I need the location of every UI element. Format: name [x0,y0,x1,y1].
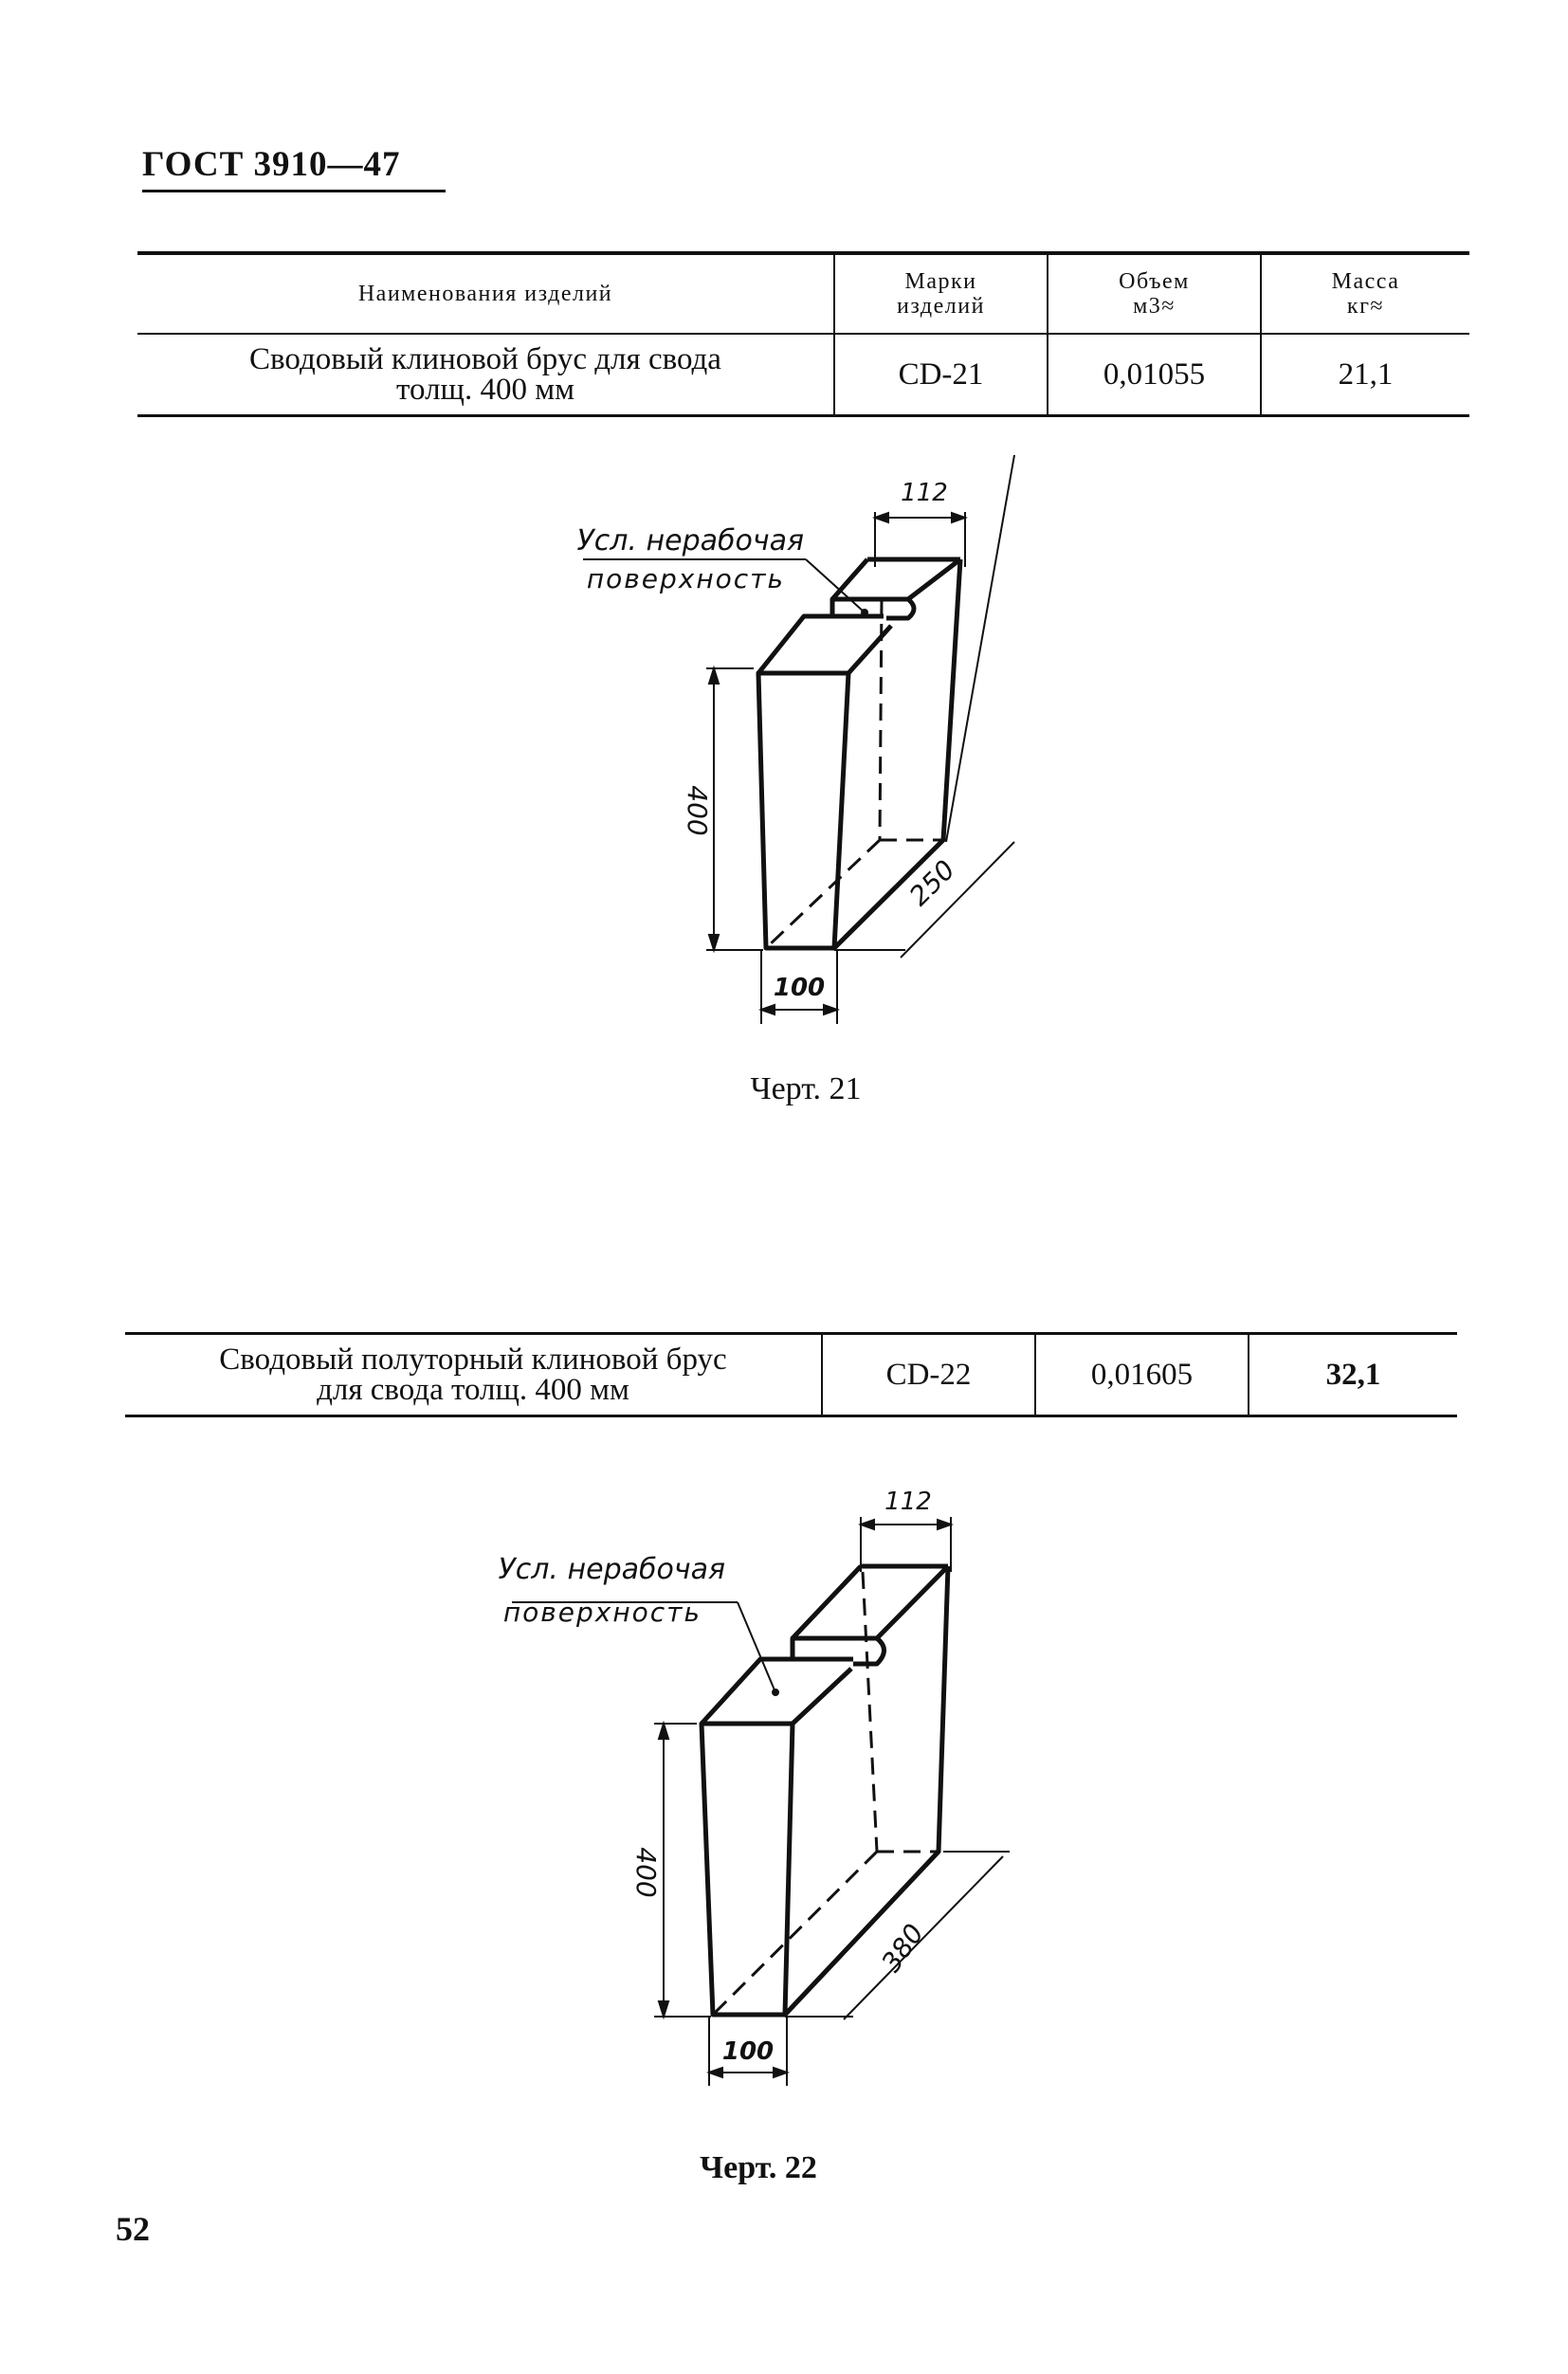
upper-top-right-edge [908,559,960,599]
top-edge-right [793,1669,851,1724]
product-name-cell [137,334,834,416]
product-name-line2: толщ. 400 мм [396,373,574,407]
label-nonworking-line1: Усл. нерабочая [576,524,804,557]
hidden-vertical-edge [863,1572,877,1852]
product-mass: 32,1 [1249,1334,1457,1416]
header-volume: Объем м3≈ [1048,253,1261,334]
figure-caption-22: Черт. 22 [700,2150,817,2185]
table-header-row [137,253,1469,334]
hidden-diagonal-edge [713,1852,877,2015]
top-edge-right [848,626,891,673]
label-nonworking-line2: поверхность [586,563,785,594]
product-mark: CD-22 [822,1334,1035,1416]
step-rim [793,1638,884,1664]
dim-width-label: 100 [721,2037,775,2066]
front-face [758,673,848,948]
product-name-cell [125,1334,822,1416]
product-table-2 [125,1332,1457,1417]
dim-depth-label: 380 [875,1918,931,1978]
brick-drawing-22 [0,1479,1568,2124]
dim-height-label: 400 [682,785,713,836]
product-table-1 [137,251,1469,417]
leader-line [806,559,865,612]
standard-header: ГОСТ 3910—47 [142,145,401,184]
dim-width-label: 100 [773,974,826,1002]
header-mark: Марки изделий [834,253,1048,334]
product-name-line1: Сводовый полуторный клиновой брус [219,1342,727,1377]
figure-caption-21: Черт. 21 [750,1071,862,1106]
dim-height-label: 400 [630,1847,662,1898]
upper-top-right-edge [877,1566,948,1638]
product-name-line1: Сводовый клиновой брус для свода [249,342,721,376]
brick-drawing-21 [0,455,1568,1062]
dim-depth-label: 250 [903,853,961,912]
hidden-diagonal-edge [766,840,880,948]
top-face [758,616,884,673]
upper-top-left-edge [793,1566,861,1638]
front-face [702,1724,793,2015]
product-volume: 0,01055 [1048,334,1261,416]
header-mass: Масса кг≈ [1261,253,1469,334]
header-name: Наименования изделий [137,253,834,334]
dim-top-label: 112 [884,1488,932,1516]
table-row [125,1334,1457,1416]
page-number: 52 [116,2210,150,2248]
product-mass: 21,1 [1261,334,1469,416]
dim-top-label: 112 [901,479,948,507]
label-nonworking-line1: Усл. нерабочая [498,1553,725,1586]
step-rim [832,599,914,618]
hidden-vertical-edge [880,597,882,840]
product-volume: 0,01605 [1035,1334,1249,1416]
header-rule [142,190,446,192]
product-name-line2: для свода толщ. 400 мм [317,1373,629,1407]
product-mark: CD-21 [834,334,1048,416]
label-nonworking-line2: поверхность [502,1597,702,1628]
upper-top-left-edge [832,559,867,599]
table-row [137,334,1469,416]
